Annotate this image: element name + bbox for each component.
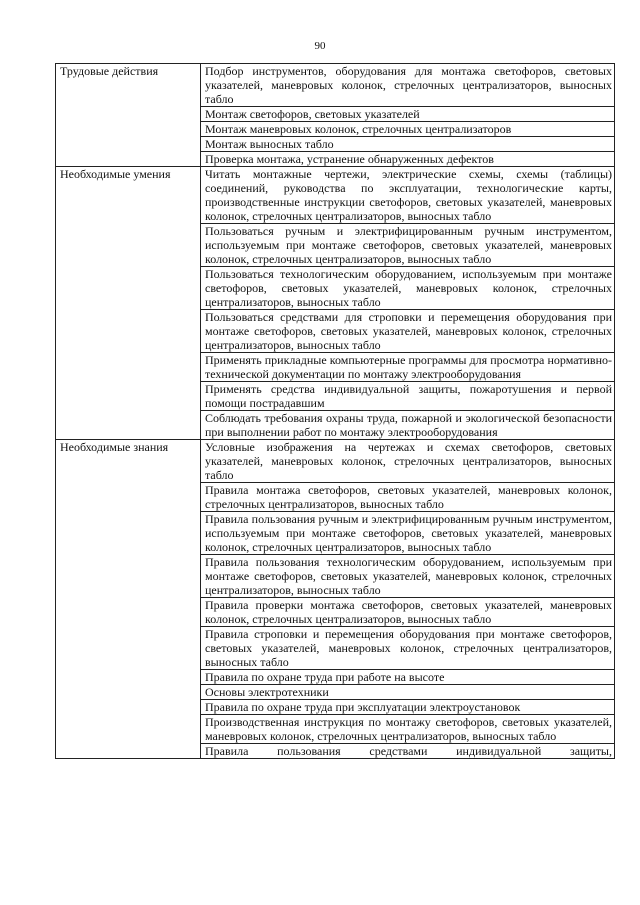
qualification-table xyxy=(55,63,615,759)
list-item: Производственная инструкция по монтажу светофоров, световых указателей, маневровых колонок, стрелочных централизаторов, выносных табло xyxy=(201,715,615,744)
list-item: Основы электротехники xyxy=(201,685,615,700)
list-item: Правила пользования ручным и электрифицированным ручным инструментом, используемым при монтаже светофоров, световых указателей, маневровых колонок, стрелочных централизаторов, выносных табло xyxy=(201,512,615,555)
list-item: Пользоваться средствами для строповки и перемещения оборудования при монтаже светофоров, световых указателей, маневровых колонок, стрелочных централизаторов, выносных табло xyxy=(201,310,615,353)
list-item: Соблюдать требования охраны труда, пожарной и экологической безопасности при выполнении работ по монтажу электрооборудования xyxy=(201,411,615,440)
list-item: Правила пользования технологическим оборудованием, используемым при монтаже светофоров, световых указателей, маневровых колонок, стрелочных централизаторов, выносных табло xyxy=(201,555,615,598)
list-item: Применять прикладные компьютерные программы для просмотра нормативно-технической документации по монтажу электрооборудования xyxy=(201,353,615,382)
list-item: Правила по охране труда при эксплуатации электроустановок xyxy=(201,700,615,715)
table-row xyxy=(56,167,615,224)
list-item: Правила строповки и перемещения оборудования при монтаже светофоров, световых указателей, маневровых колонок, стрелочных централизаторов, выносных табло xyxy=(201,627,615,670)
list-item: Правила проверки монтажа светофоров, световых указателей, маневровых колонок, стрелочных централизаторов, выносных табло xyxy=(201,598,615,627)
list-item: Монтаж светофоров, световых указателей xyxy=(201,107,615,122)
section-label-required-skills: Необходимые умения xyxy=(56,167,201,440)
page-number: 90 xyxy=(314,40,326,52)
section-label-required-knowledge: Необходимые знания xyxy=(56,440,201,759)
list-item: Подбор инструментов, оборудования для монтажа светофоров, световых указателей, маневровых колонок, стрелочных централизаторов, выносных табло xyxy=(201,64,615,107)
list-item: Монтаж маневровых колонок, стрелочных централизаторов xyxy=(201,122,615,137)
list-item: Читать монтажные чертежи, электрические схемы, схемы (таблицы) соединений, руководства по эксплуатации, технологические карты, производственные инструкции светофоров, световых указателей, маневровых колонок, стрелочных централизаторов, выносных табло xyxy=(201,167,615,224)
list-item: Правила монтажа светофоров, световых указателей, маневровых колонок, стрелочных централизаторов, выносных табло xyxy=(201,483,615,512)
section-label-labor-actions: Трудовые действия xyxy=(56,64,201,167)
list-item: Монтаж выносных табло xyxy=(201,137,615,152)
table-row xyxy=(56,64,615,107)
list-item: Правила по охране труда при работе на высоте xyxy=(201,670,615,685)
table-row xyxy=(56,440,615,483)
list-item: Применять средства индивидуальной защиты, пожаротушения и первой помощи пострадавшим xyxy=(201,382,615,411)
list-item: Условные изображения на чертежах и схемах светофоров, световых указателей, маневровых колонок, стрелочных централизаторов, выносных табло xyxy=(201,440,615,483)
list-item: Пользоваться технологическим оборудованием, используемым при монтаже светофоров, световых указателей, маневровых колонок, стрелочных централизаторов, выносных табло xyxy=(201,267,615,310)
list-item: Пользоваться ручным и электрифицированным ручным инструментом, используемым при монтаже светофоров, световых указателей, маневровых колонок, стрелочных централизаторов, выносных табло xyxy=(201,224,615,267)
list-item: Правила пользования средствами индивидуальной защиты, xyxy=(201,744,615,759)
list-item: Проверка монтажа, устранение обнаруженных дефектов xyxy=(201,152,615,167)
